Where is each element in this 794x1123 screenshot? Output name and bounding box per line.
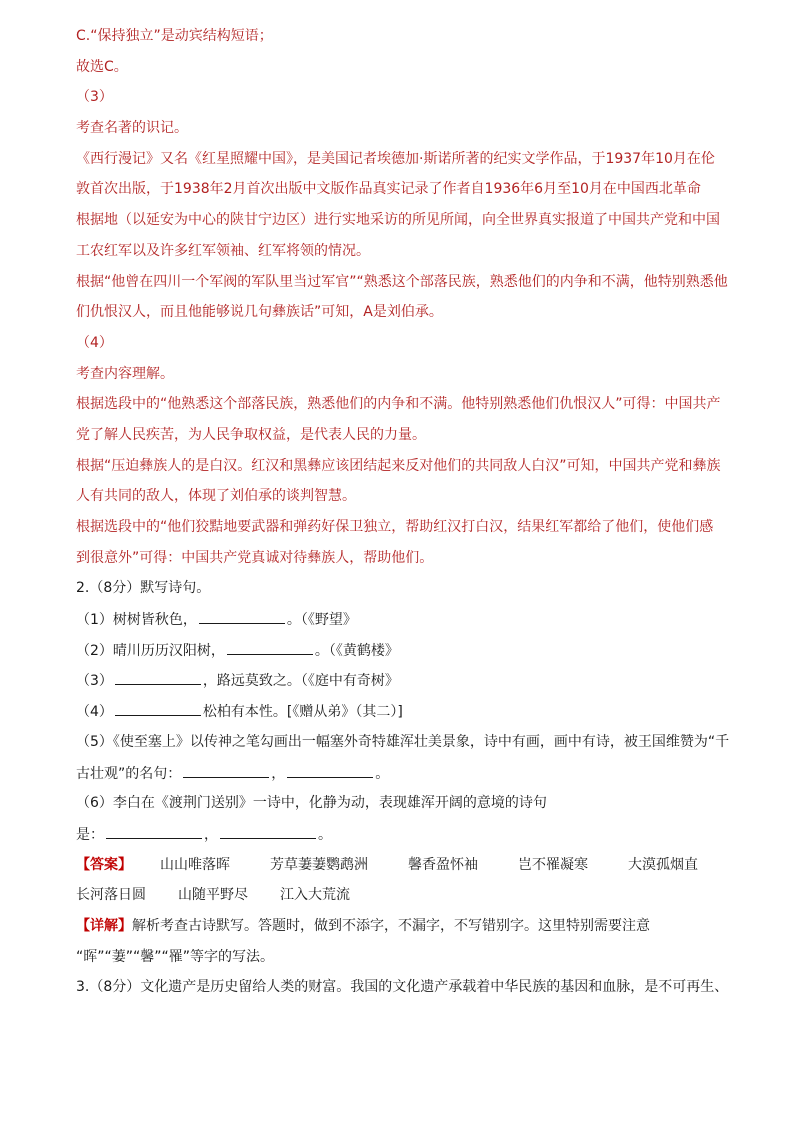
poem-text: （3） (76, 673, 113, 690)
text-line: 考查名著的识记。 (76, 120, 188, 137)
question-3-title: 3.（8分）文化遗产是历史留给人类的财富。我国的文化遗产承载着中华民族的基因和血脉，是不可再生、 (76, 979, 729, 996)
poem-item-1 (76, 611, 726, 627)
text-line: C.“保持独立”是动宾结构短语； (76, 28, 273, 44)
poem-text: 古壮观”的名句： (76, 765, 182, 782)
answer-item: 长河落日圆 (76, 887, 146, 904)
poem-item-6-line1: （6）李白在《渡荆门送别》一诗中，化静为动，表现雄浑开阔的意境的诗句 (76, 795, 547, 812)
question-2-title: 2.（8分）默写诗句。 (76, 580, 211, 597)
detail-label: 【详解】 (76, 917, 132, 934)
answer-label: 【答案】 (76, 856, 132, 873)
answer-item: 馨香盈怀袖 (408, 856, 478, 873)
answer-item: 山随平野尽 (178, 887, 248, 904)
poem-item-2 (76, 642, 726, 658)
fill-blank (220, 826, 316, 839)
poem-text: 。 (375, 765, 390, 782)
text-line: （4） (76, 334, 113, 351)
poem-item-5-line1: （5）《使至塞上》以传神之笔勾画出一幅塞外奇特雄浑壮美景象，诗中有画，画中有诗，被王国维赞为“千 (76, 733, 730, 750)
detail-line-1 (76, 918, 726, 934)
text-line: 根据“压迫彝族人的是白汉。红汉和黑彝应该团结起来反对他们的共同敌人白汉”可知，中国共产党和彝族 (76, 457, 721, 474)
text-line: 故选C。 (76, 58, 128, 75)
poem-text: ，路远莫致之。（《庭中有奇树》 (202, 673, 399, 690)
fill-blank (106, 826, 202, 839)
document-body (76, 28, 730, 1010)
fill-blank (199, 611, 285, 624)
text-line: 根据选段中的“他熟悉这个部落民族，熟悉他们的内争和不满。他特别熟悉他们仇恨汉人”可得：中国共产 (76, 396, 721, 413)
text-line: 《西行漫记》又名《红星照耀中国》，是美国记者埃德加·斯诺所著的纪实文学作品，于1937年10月在伦 (76, 150, 715, 167)
text-line: 们仇恨汉人，而且他能够说几句彝族话”可知，A是刘伯承。 (76, 304, 443, 321)
poem-text: 是： (76, 826, 104, 843)
text-line: 根据选段中的“他们狡黠地要武器和弹药好保卫独立，帮助红汉打白汉，结果红军都给了他们，使他们感 (76, 519, 714, 535)
text-line: 根据地（以延安为中心的陕甘宁边区）进行实地采访的所见所闻，向全世界真实报道了中国共产党和中国 (76, 212, 720, 229)
poem-text: （2）晴川历历汉阳树， (76, 642, 225, 659)
text-line: 到很意外”可得：中国共产党真诚对待彝族人，帮助他们。 (76, 549, 434, 566)
answer-item: 芳草萋萋鹦鹉洲 (270, 856, 368, 873)
poem-text: 。（《野望》 (286, 612, 357, 629)
text-line: 党了解人民疾苦，为人民争取权益，是代表人民的力量。 (76, 426, 426, 443)
text-line: 根据“他曾在四川一个军阀的军队里当过军官”“熟悉这个部落民族，熟悉他们的内争和不满，他特别熟悉他 (76, 273, 728, 290)
poem-text: 。（《黄鹤楼》 (314, 642, 399, 659)
poem-item-6-line2 (76, 826, 726, 842)
poem-item-3 (76, 672, 726, 688)
fill-blank (227, 642, 313, 655)
poem-text: ， (204, 826, 218, 843)
poem-item-4 (76, 703, 726, 719)
fill-blank (115, 703, 201, 716)
fill-blank (115, 672, 201, 685)
text-line: 工农红军以及许多红军领袖、红军将领的情况。 (76, 242, 370, 259)
poem-text: （4） (76, 704, 113, 721)
fill-blank (287, 765, 373, 778)
text-line: 考查内容理解。 (76, 365, 174, 382)
text-line: （3） (76, 89, 113, 106)
answer-item: 山山唯落晖 (160, 856, 230, 873)
detail-line-2: “晖”“萋”“馨”“罹”等字的写法。 (76, 948, 275, 965)
fill-blank (183, 765, 269, 778)
text-line: 人有共同的敌人，体现了刘伯承的谈判智慧。 (76, 488, 356, 505)
answer-item: 岂不罹凝寒 (518, 856, 588, 873)
answer-item: 大漠孤烟直 (628, 856, 698, 873)
text-line: 敦首次出版，于1938年2月首次出版中文版作品真实记录了作者自1936年6月至10月在中国西北革命 (76, 181, 701, 198)
answer-item: 江入大荒流 (280, 887, 350, 904)
detail-text: 解析考查古诗默写。答题时，做到不添字，不漏字，不写错别字。这里特别需要注意 (132, 917, 650, 934)
poem-text: 。 (318, 826, 332, 843)
answer-line-1 (76, 857, 726, 873)
answer-line-2 (76, 887, 726, 903)
poem-item-5-line2 (76, 765, 726, 781)
poem-text: 松柏有本性。[《赠从弟》（其二）] (202, 704, 403, 721)
poem-text: ， (271, 765, 286, 782)
poem-text: （1）树树皆秋色， (76, 612, 197, 629)
